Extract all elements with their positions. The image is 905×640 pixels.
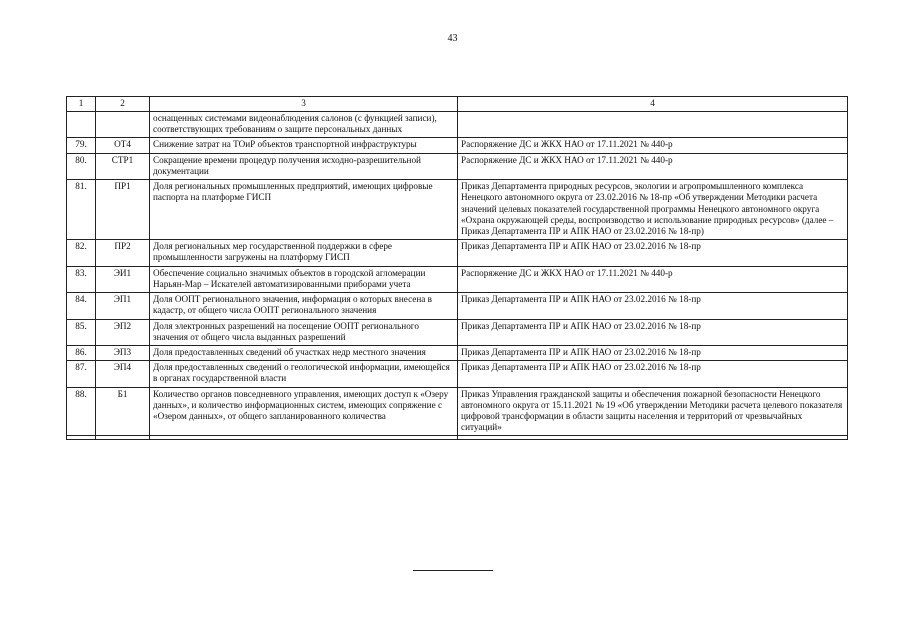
row-number bbox=[67, 436, 96, 440]
indicator-source: Приказ Департамента природных ресурсов, экологии и агропромышленного комплекса Ненецкого автономного округа от 23.02.2016 № 18-пр «Об утверждении Методики расчета значений целевых показателей государственной программы Ненецкого автономного округа «Охрана окружающей среды, воспроизводство и использование природных ресурсов» (далее – Приказ Департамента ПР и АПК НАО от 23.02.2016 № 18-пр) bbox=[458, 180, 848, 240]
indicator-source: Приказ Управления гражданской защиты и обеспечения пожарной безопасности Ненецкого автономного округа от 15.11.2021 № 19 «Об утверждении Методики расчета целевого показателя цифровой трансформации в области защиты населения и территорий от чрезвычайных ситуаций» bbox=[458, 387, 848, 436]
indicator-name: Количество органов повседневного управления, имеющих доступ к «Озеру данных», и количество информационных систем, имеющих сопряжение с «Озером данных», от общего запланированного количества bbox=[150, 387, 458, 436]
indicator-name: Доля региональных промышленных предприятий, имеющих цифровые паспорта на платформе ГИСП bbox=[150, 180, 458, 240]
indicator-source: Распоряжение ДС и ЖКХ НАО от 17.11.2021 № 440-р bbox=[458, 266, 848, 292]
indicator-name: Доля предоставленных сведений о геологической информации, имеющейся в органах государственной власти bbox=[150, 361, 458, 387]
indicator-code: ЭП2 bbox=[96, 319, 150, 345]
indicator-source: Приказ Департамента ПР и АПК НАО от 23.02.2016 № 18-пр bbox=[458, 293, 848, 319]
indicator-code: ЭП3 bbox=[96, 345, 150, 360]
indicator-code: СТР1 bbox=[96, 153, 150, 179]
indicator-name: Обеспечение социально значимых объектов в городской агломерации Нарьян-Мар – Искателей автоматизированными приборами учета bbox=[150, 266, 458, 292]
indicator-source: Приказ Департамента ПР и АПК НАО от 23.02.2016 № 18-пр bbox=[458, 345, 848, 360]
row-number: 81. bbox=[67, 180, 96, 240]
table-row bbox=[67, 436, 848, 440]
indicator-source: Распоряжение ДС и ЖКХ НАО от 17.11.2021 № 440-р bbox=[458, 138, 848, 153]
page-number: 43 bbox=[447, 33, 458, 44]
row-number: 88. bbox=[67, 387, 96, 436]
table-row bbox=[67, 387, 848, 436]
indicator-source bbox=[458, 112, 848, 138]
table-row bbox=[67, 180, 848, 240]
row-number: 87. bbox=[67, 361, 96, 387]
row-number: 83. bbox=[67, 266, 96, 292]
indicator-name: Сокращение времени процедур получения исходно-разрешительной документации bbox=[150, 153, 458, 179]
indicator-code: Б1 bbox=[96, 387, 150, 436]
indicators-table bbox=[66, 96, 848, 440]
column-header: 1 bbox=[67, 97, 96, 112]
table-row bbox=[67, 345, 848, 360]
column-header: 4 bbox=[458, 97, 848, 112]
row-number: 82. bbox=[67, 240, 96, 266]
indicator-source: Приказ Департамента ПР и АПК НАО от 23.02.2016 № 18-пр bbox=[458, 319, 848, 345]
indicator-code: ОТ4 bbox=[96, 138, 150, 153]
table-row bbox=[67, 361, 848, 387]
indicator-name: Снижение затрат на ТОиР объектов транспортной инфраструктуры bbox=[150, 138, 458, 153]
row-number: 79. bbox=[67, 138, 96, 153]
indicator-source: Распоряжение ДС и ЖКХ НАО от 17.11.2021 № 440-р bbox=[458, 153, 848, 179]
indicator-name: Доля электронных разрешений на посещение ООПТ регионального значения от общего числа выданных разрешений bbox=[150, 319, 458, 345]
indicator-code: ПР2 bbox=[96, 240, 150, 266]
row-number: 84. bbox=[67, 293, 96, 319]
table-row bbox=[67, 293, 848, 319]
indicator-source: Приказ Департамента ПР и АПК НАО от 23.02.2016 № 18-пр bbox=[458, 240, 848, 266]
indicator-code: ПР1 bbox=[96, 180, 150, 240]
indicator-source: Приказ Департамента ПР и АПК НАО от 23.02.2016 № 18-пр bbox=[458, 361, 848, 387]
table-row bbox=[67, 138, 848, 153]
row-number: 86. bbox=[67, 345, 96, 360]
indicator-code: ЭИ1 bbox=[96, 266, 150, 292]
indicator-name: Доля предоставленных сведений об участках недр местного значения bbox=[150, 345, 458, 360]
column-header: 3 bbox=[150, 97, 458, 112]
table-row bbox=[67, 240, 848, 266]
row-number: 80. bbox=[67, 153, 96, 179]
indicator-name bbox=[150, 436, 458, 440]
column-header: 2 bbox=[96, 97, 150, 112]
indicator-code: ЭП4 bbox=[96, 361, 150, 387]
table-row bbox=[67, 153, 848, 179]
indicator-source bbox=[458, 436, 848, 440]
indicator-name: оснащенных системами видеонаблюдения салонов (с функцией записи), соответствующих требованиям о защите персональных данных bbox=[150, 112, 458, 138]
indicator-name: Доля региональных мер государственной поддержки в сфере промышленности загружены на платформу ГИСП bbox=[150, 240, 458, 266]
indicator-name: Доля ООПТ регионального значения, информация о которых внесена в кадастр, от общего числа ООПТ регионального значения bbox=[150, 293, 458, 319]
indicator-code: ЭП1 bbox=[96, 293, 150, 319]
row-number bbox=[67, 112, 96, 138]
indicator-code bbox=[96, 112, 150, 138]
table-header-row bbox=[67, 97, 848, 112]
table-row bbox=[67, 266, 848, 292]
footnote-divider bbox=[413, 570, 493, 571]
table-row bbox=[67, 112, 848, 138]
table-row bbox=[67, 319, 848, 345]
row-number: 85. bbox=[67, 319, 96, 345]
indicator-code bbox=[96, 436, 150, 440]
